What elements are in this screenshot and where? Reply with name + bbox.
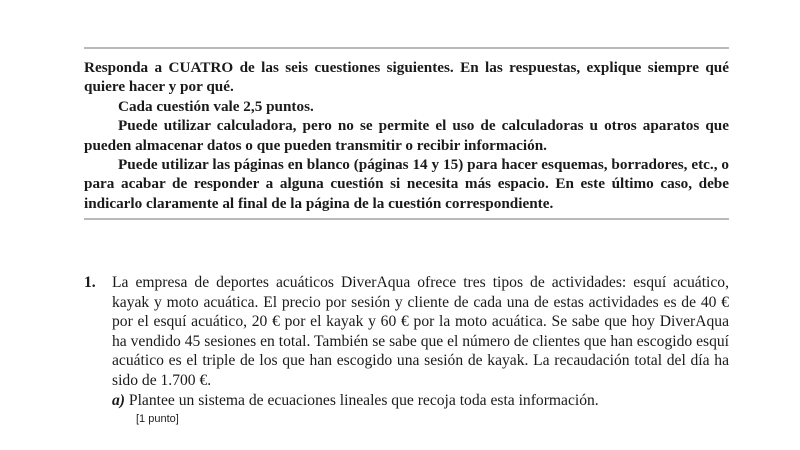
instructions-paragraph-4: Puede utilizar las páginas en blanco (páginas 14 y 15) para hacer esquemas, borradores, etc., o para acabar de responder a alguna cuestión si necesita más espacio. En este último caso, debe indicarlo claramente al final de la página de la cuestión correspondiente. [84, 156, 729, 212]
sub-question-a [112, 391, 729, 411]
sub-question-score: [1 punto] [136, 413, 179, 426]
instructions-block [84, 58, 729, 213]
instructions-paragraph-1: Responda a CUATRO de las seis cuestiones siguientes. En las respuestas, explique siempre qué quiere hacer y por qué. [84, 59, 729, 96]
instructions-paragraph-3: Puede utilizar calculadora, pero no se permite el uso de calculadoras u otros aparatos que pueden almacenar datos o que pueden transmitir o recibir información. [84, 117, 729, 154]
top-divider [84, 47, 729, 49]
bottom-divider [84, 218, 729, 220]
sub-question-text: Plantee un sistema de ecuaciones lineales que recoja toda esta información. [128, 391, 599, 409]
question-1 [84, 273, 729, 426]
question-text: La empresa de deportes acuáticos DiverAqua ofrece tres tipos de actividades: esquí acuático, kayak y moto acuática. El precio por sesión y cliente de cada una de estas actividades es de 40 € por el esquí acuático, 20 € por el kayak y 60 € por la moto acuática. Se sabe que hoy DiverAqua ha vendido 45 sesiones en total. También se sabe que el número de clientes que han escogido esquí acuático es el triple de los que han escogido una sesión de kayak. La recaudación total del día ha sido de 1.700 €. [112, 274, 730, 389]
instructions-paragraph-2: Cada cuestión vale 2,5 puntos. [118, 97, 314, 115]
sub-question-letter: a) [112, 391, 125, 409]
question-number: 1. [84, 274, 96, 291]
